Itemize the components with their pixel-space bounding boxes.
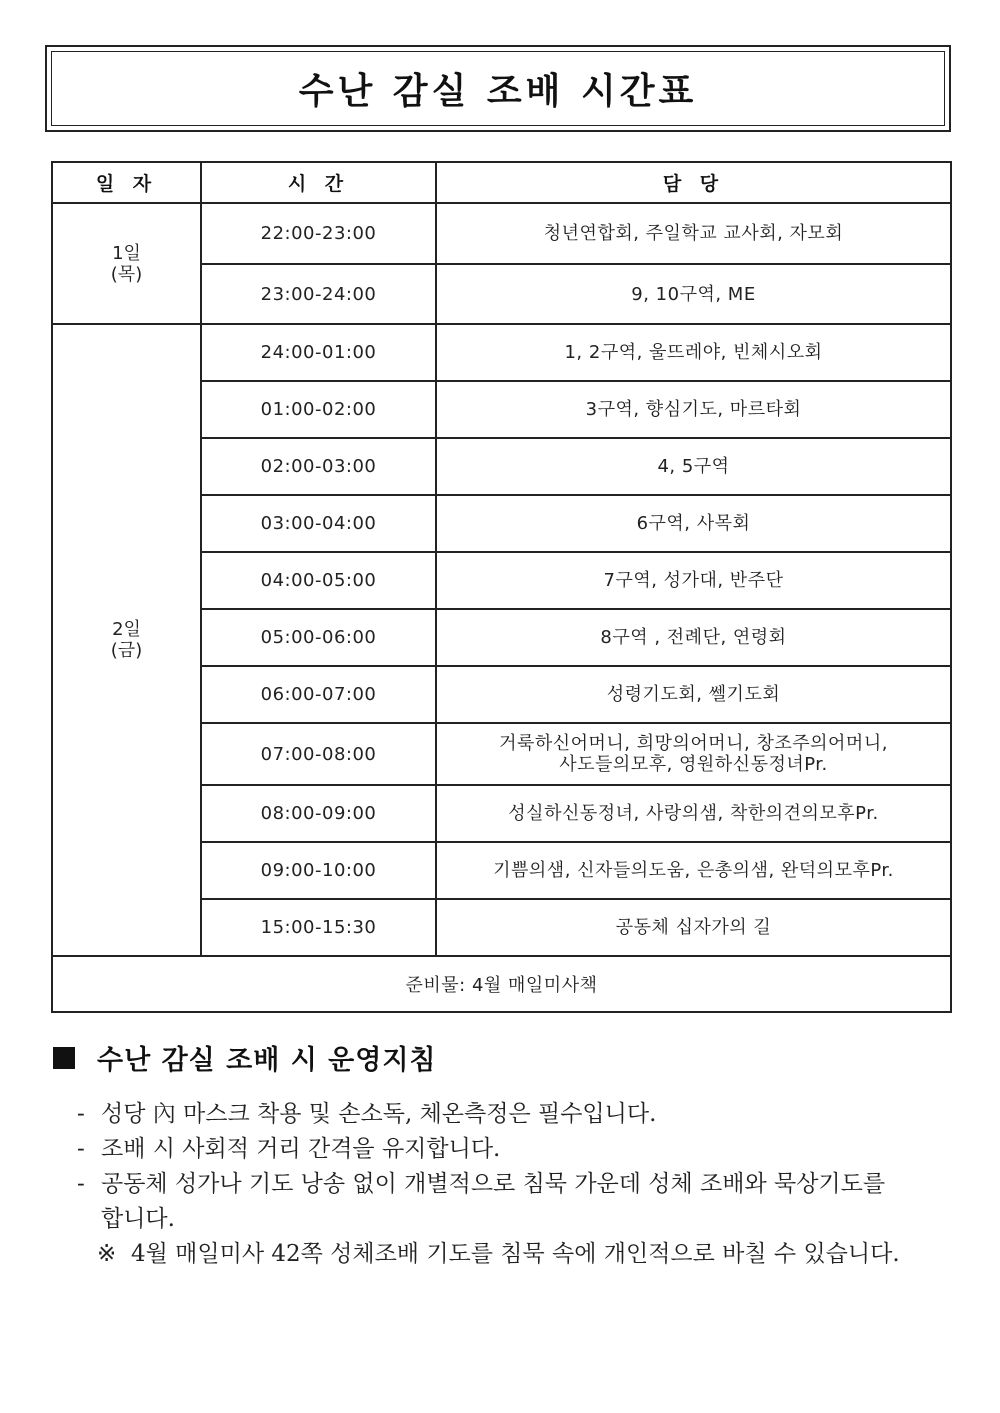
duty-cell: 기쁨의샘, 신자들의도움, 은총의샘, 완덕의모후Pr. bbox=[436, 842, 951, 899]
time-cell: 09:00-10:00 bbox=[201, 842, 436, 899]
note-text: 4월 매일미사 42쪽 성체조배 기도를 침묵 속에 개인적으로 바칠 수 있습니다. bbox=[131, 1241, 900, 1267]
time-cell: 22:00-23:00 bbox=[201, 203, 436, 264]
duty-line-2: 사도들의모후, 영원하신동정녀Pr. bbox=[559, 754, 828, 775]
time-cell: 15:00-15:30 bbox=[201, 899, 436, 956]
duty-cell: 공동체 십자가의 길 bbox=[436, 899, 951, 956]
time-cell: 06:00-07:00 bbox=[201, 666, 436, 723]
time-cell: 08:00-09:00 bbox=[201, 785, 436, 842]
dash-bullet: - bbox=[77, 1136, 85, 1162]
duty-cell: 6구역, 사목회 bbox=[436, 495, 951, 552]
guidelines-heading-text: 수난 감실 조배 시 운영지침 bbox=[97, 1045, 437, 1076]
date-day: 1일 bbox=[112, 242, 141, 264]
duty-cell: 1, 2구역, 울뜨레야, 빈체시오회 bbox=[436, 324, 951, 381]
title-frame bbox=[45, 45, 951, 132]
date-weekday: (금) bbox=[110, 640, 143, 661]
time-cell: 24:00-01:00 bbox=[201, 324, 436, 381]
dash-bullet: - bbox=[77, 1171, 85, 1197]
list-item-text: 성당 內 마스크 착용 및 손소독, 체온측정은 필수입니다. bbox=[101, 1101, 657, 1127]
time-cell: 07:00-08:00 bbox=[201, 723, 436, 785]
time-cell: 05:00-06:00 bbox=[201, 609, 436, 666]
guidelines-heading bbox=[51, 1038, 951, 1077]
page-title: 수난 감실 조배 시간표 bbox=[298, 71, 698, 112]
list-item-text: 조배 시 사회적 거리 간격을 유지합니다. bbox=[101, 1136, 501, 1162]
header-date: 일 자 bbox=[52, 162, 201, 203]
list-item bbox=[51, 1167, 951, 1237]
duty-cell: 9, 10구역, ME bbox=[436, 264, 951, 324]
schedule-table bbox=[51, 161, 952, 1013]
duty-line-1: 거룩하신어머니, 희망의어머니, 창조주의어머니, bbox=[499, 733, 888, 754]
duty-cell: 4, 5구역 bbox=[436, 438, 951, 495]
duty-cell: 3구역, 향심기도, 마르타회 bbox=[436, 381, 951, 438]
duty-cell: 성령기도회, 쎌기도회 bbox=[436, 666, 951, 723]
time-cell: 03:00-04:00 bbox=[201, 495, 436, 552]
dash-bullet: - bbox=[77, 1101, 85, 1127]
duty-cell: 청년연합회, 주일학교 교사회, 자모회 bbox=[436, 203, 951, 264]
list-item-text: 공동체 성가나 기도 낭송 없이 개별적으로 침묵 가운데 성체 조배와 묵상기도를 합니다. bbox=[101, 1171, 886, 1232]
note-item bbox=[51, 1237, 951, 1272]
date-weekday: (목) bbox=[110, 263, 143, 285]
time-cell: 01:00-02:00 bbox=[201, 381, 436, 438]
duty-cell: 8구역 , 전례단, 연령회 bbox=[436, 609, 951, 666]
header-duty: 담 당 bbox=[436, 162, 951, 203]
date-cell-day2 bbox=[52, 324, 201, 956]
black-square-icon bbox=[53, 1047, 75, 1069]
list-item bbox=[51, 1097, 951, 1132]
reference-mark-icon: ※ bbox=[97, 1241, 117, 1267]
duty-cell bbox=[436, 723, 951, 785]
duty-cell: 7구역, 성가대, 반주단 bbox=[436, 552, 951, 609]
duty-cell: 성실하신동정녀, 사랑의샘, 착한의견의모후Pr. bbox=[436, 785, 951, 842]
list-item bbox=[51, 1132, 951, 1167]
date-cell-day1 bbox=[52, 203, 201, 324]
header-time: 시 간 bbox=[201, 162, 436, 203]
table-row bbox=[52, 324, 951, 381]
title-inner-frame bbox=[51, 51, 945, 126]
preparation-cell: 준비물: 4월 매일미사책 bbox=[52, 956, 951, 1012]
date-day: 2일 bbox=[112, 619, 141, 640]
time-cell: 02:00-03:00 bbox=[201, 438, 436, 495]
guidelines-section bbox=[51, 1038, 951, 1272]
guidelines-list bbox=[51, 1097, 951, 1272]
time-cell: 23:00-24:00 bbox=[201, 264, 436, 324]
time-cell: 04:00-05:00 bbox=[201, 552, 436, 609]
table-row bbox=[52, 203, 951, 264]
table-header-row bbox=[52, 162, 951, 203]
table-footer-row bbox=[52, 956, 951, 1012]
